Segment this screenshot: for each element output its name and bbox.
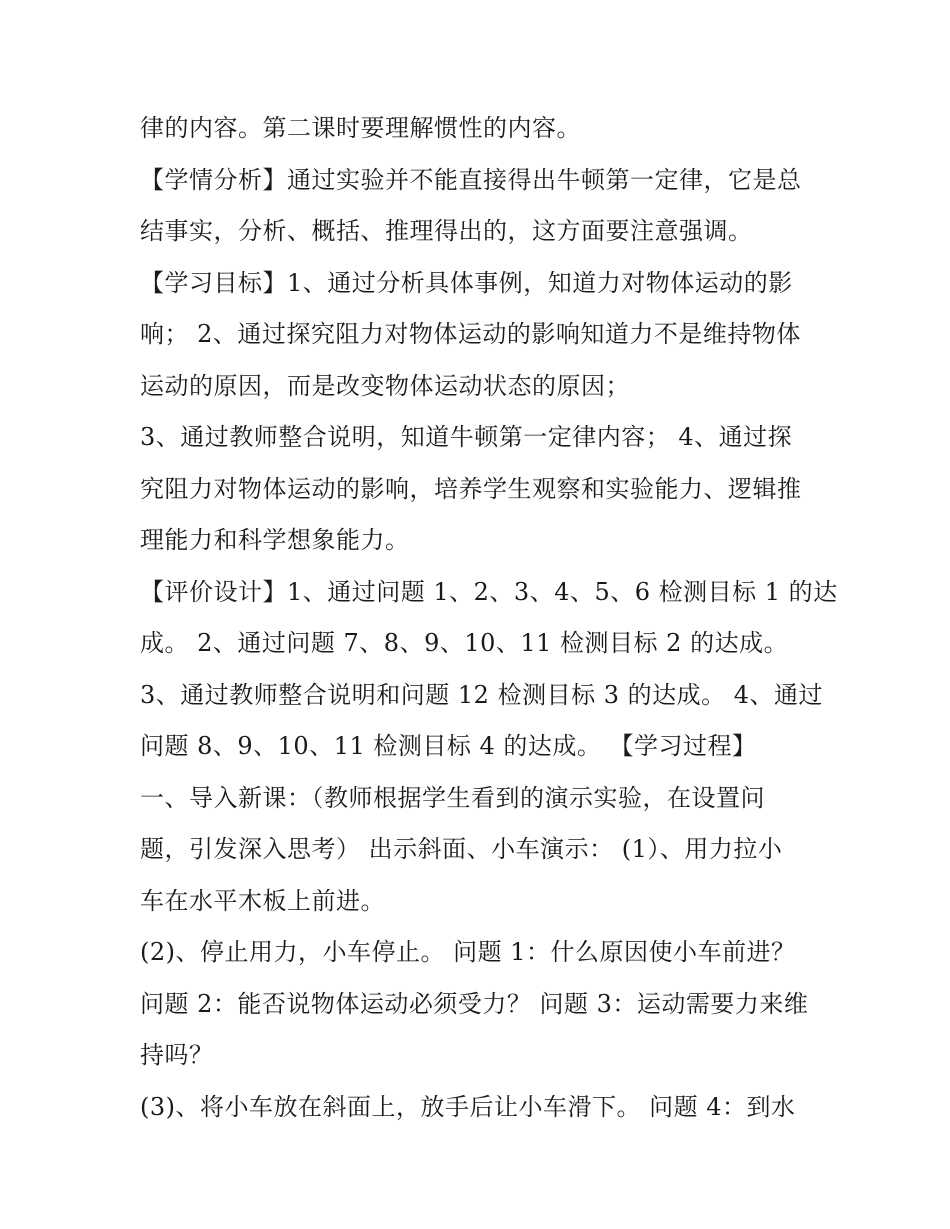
text-line: (2)、停止用力，小车停止。 问题 1：什么原因使小车前进？ bbox=[140, 938, 796, 966]
text-line: 究阻力对物体运动的影响，培养学生观察和实验能力、逻辑推 bbox=[140, 475, 802, 503]
text-line: 3、通过教师整合说明，知道牛顿第一定律内容； 4、通过探 bbox=[140, 423, 793, 451]
text-line: 【学习目标】1、通过分析具体事例，知道力对物体运动的影 bbox=[140, 269, 793, 297]
text-line: 理能力和科学想象能力。 bbox=[140, 526, 410, 554]
text-line: 【学情分析】通过实验并不能直接得出牛顿第一定律，它是总 bbox=[140, 166, 802, 194]
text-line: 持吗？ bbox=[140, 1041, 214, 1069]
text-line: (3)、将小车放在斜面上，放手后让小车滑下。 问题 4：到水 bbox=[140, 1093, 796, 1121]
text-line: 【评价设计】1、通过问题 1、2、3、4、5、6 检测目标 1 的达 bbox=[140, 578, 838, 606]
text-line: 结事实，分析、概括、推理得出的，这方面要注意强调。 bbox=[140, 217, 753, 245]
text-line: 题，引发深入思考） 出示斜面、小车演示： (1）、用力拉小 bbox=[140, 835, 783, 863]
text-line: 响； 2、通过探究阻力对物体运动的影响知道力不是维持物体 bbox=[140, 320, 801, 348]
text-line: 问题 2：能否说物体运动必须受力？ 问题 3：运动需要力来维 bbox=[140, 990, 809, 1018]
text-line: 车在水平木板上前进。 bbox=[140, 887, 385, 915]
text-line: 运动的原因，而是改变物体运动状态的原因； bbox=[140, 372, 630, 400]
text-line: 律的内容。第二课时要理解惯性的内容。 bbox=[140, 114, 581, 142]
text-line: 成。 2、通过问题 7、8、9、10、11 检测目标 2 的达成。 bbox=[140, 629, 789, 657]
text-line: 3、通过教师整合说明和问题 12 检测目标 3 的达成。 4、通过 bbox=[140, 681, 823, 709]
text-line: 一、导入新课：（教师根据学生看到的演示实验，在设置问 bbox=[140, 784, 765, 812]
text-line: 问题 8、9、10、11 检测目标 4 的达成。 【学习过程】 bbox=[140, 732, 757, 760]
